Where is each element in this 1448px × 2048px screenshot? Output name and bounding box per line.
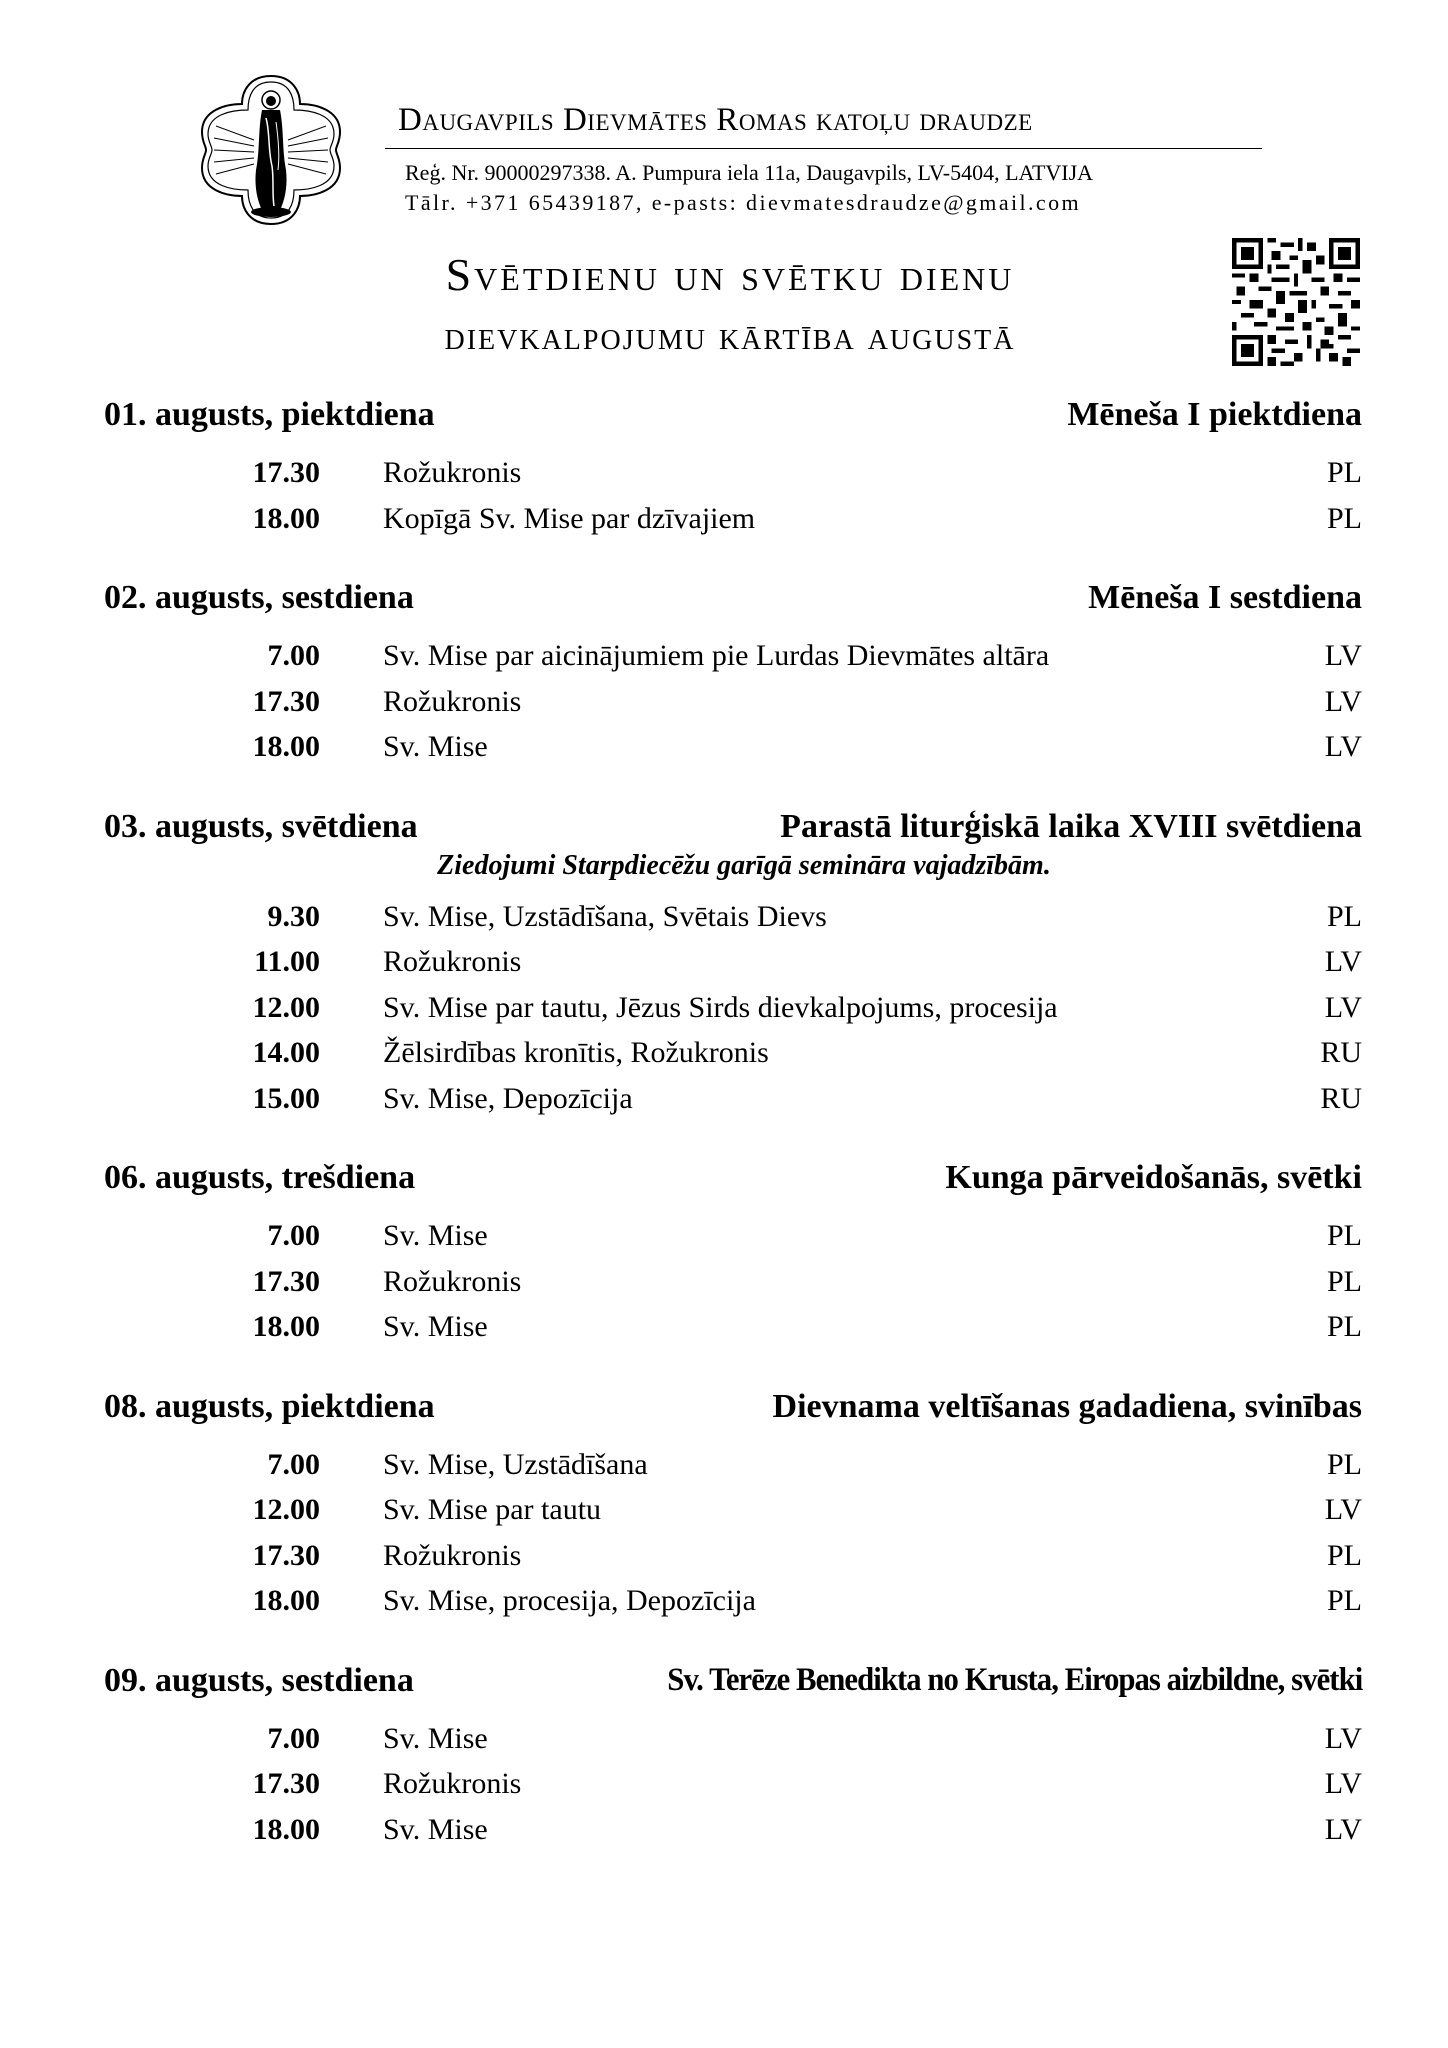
entry-language: PL (1326, 456, 1362, 489)
registration-address: Reģ. Nr. 90000297338. A. Pumpura iela 11a, Daugavpils, LV-5404, LATVIJA (405, 160, 1094, 185)
schedule-entry (0, 1304, 1448, 1350)
entry-description: Sv. Mise (383, 1721, 488, 1755)
day-date: 06. augusts, trešdiena (104, 1159, 416, 1196)
schedule-entry (0, 894, 1448, 940)
schedule-entry (0, 1030, 1448, 1076)
entry-time: 15.00 (252, 1081, 320, 1115)
entry-description: Sv. Mise, Uzstādīšana (383, 1447, 648, 1481)
entry-description: Sv. Mise, Depozīcija (383, 1081, 633, 1115)
entry-description: Rožukronis (383, 1538, 522, 1572)
entry-language: LV (1324, 1812, 1362, 1846)
schedule-entry (0, 1487, 1448, 1533)
entry-time: 7.00 (267, 1219, 320, 1252)
day-feast: Parastā liturģiskā laika XVIII svētdiena (780, 807, 1362, 845)
entry-time: 12.00 (252, 1493, 320, 1526)
service-schedule (0, 392, 1448, 1852)
entry-language: RU (1320, 1036, 1362, 1069)
entry-language: PL (1326, 899, 1362, 933)
day-block (0, 804, 1448, 1156)
entry-description: Sv. Mise (383, 730, 488, 763)
madonna-seal-logo (188, 70, 354, 230)
entry-language: RU (1320, 1081, 1362, 1115)
entry-description: Sv. Mise (383, 1310, 488, 1343)
day-header (104, 1658, 1362, 1708)
entry-language: PL (1326, 1219, 1362, 1252)
day-block (0, 575, 1448, 804)
entry-time: 7.00 (267, 1721, 320, 1755)
day-block (0, 1384, 1448, 1658)
entry-time: 17.30 (252, 456, 320, 489)
entry-description: Rožukronis (383, 684, 522, 718)
day-date: 08. augusts, piektdiena (104, 1387, 435, 1425)
entry-time: 18.00 (252, 1584, 320, 1617)
entry-description: Sv. Mise par tautu (383, 1493, 602, 1526)
day-header (104, 1384, 1362, 1434)
day-header (104, 392, 1362, 442)
schedule-entry (0, 724, 1448, 770)
schedule-entry (0, 985, 1448, 1031)
entry-time: 18.00 (252, 501, 320, 535)
entry-time: 17.30 (252, 684, 320, 718)
entry-description: Sv. Mise par aicinājumiem pie Lurdas Dievmātes altāra (383, 639, 1050, 672)
schedule-entry (0, 1807, 1448, 1853)
entry-description: Rožukronis (383, 945, 522, 978)
schedule-entry (0, 1716, 1448, 1762)
entry-time: 7.00 (267, 1447, 320, 1481)
qr-code (1232, 238, 1360, 366)
parish-name: Daugavpils Dievmātes Romas katoļu draudze (398, 102, 1033, 138)
day-feast: Kunga pārveidošanās, svētki (945, 1159, 1362, 1196)
entry-language: LV (1324, 1493, 1362, 1526)
entry-language: PL (1326, 1264, 1362, 1298)
entry-time: 17.30 (252, 1538, 320, 1572)
schedule-entry (0, 633, 1448, 679)
schedule-entry (0, 1259, 1448, 1305)
entry-time: 7.00 (267, 639, 320, 672)
entry-time: 9.30 (267, 899, 320, 933)
entry-language: LV (1324, 684, 1362, 718)
entry-time: 14.00 (252, 1036, 320, 1069)
entry-description: Žēlsirdības kronītis, Rožukronis (383, 1036, 769, 1069)
day-date: 09. augusts, sestdiena (104, 1661, 414, 1699)
day-feast: Dievnama veltīšanas gadadiena, svinības (772, 1387, 1362, 1425)
schedule-entry (0, 1761, 1448, 1807)
entry-description: Kopīgā Sv. Mise par dzīvajiem (383, 501, 756, 535)
day-block (0, 392, 1448, 575)
schedule-entry (0, 1578, 1448, 1624)
entry-language: LV (1324, 730, 1362, 763)
entry-time: 17.30 (252, 1264, 320, 1298)
day-header (104, 1155, 1362, 1205)
entry-language: LV (1324, 1721, 1362, 1755)
entry-language: PL (1326, 1310, 1362, 1343)
day-feast: Sv. Terēze Benedikta no Krusta, Eiropas aizbildne, svētki (666, 1661, 1362, 1698)
day-header (104, 804, 1362, 854)
entry-description: Sv. Mise (383, 1219, 488, 1252)
day-date: 01. augusts, piektdiena (104, 396, 435, 433)
day-date: 03. augusts, svētdiena (104, 807, 418, 845)
entry-language: PL (1326, 1584, 1362, 1617)
entry-time: 12.00 (252, 990, 320, 1024)
schedule-entry (0, 496, 1448, 542)
document-title-line-1: Svētdienu un svētku dienu (445, 249, 1015, 300)
schedule-entry (0, 1533, 1448, 1579)
entry-language: LV (1324, 945, 1362, 978)
day-feast: Mēneša I piektdiena (1067, 396, 1362, 433)
header-divider (385, 148, 1262, 149)
document-title-line-2: dievkalpojumu kārtība augustā (444, 313, 1016, 358)
entry-description: Sv. Mise, procesija, Depozīcija (383, 1584, 756, 1617)
day-block (0, 1658, 1448, 1853)
entry-time: 18.00 (252, 1310, 320, 1343)
schedule-entry (0, 1076, 1448, 1122)
entry-description: Sv. Mise par tautu, Jēzus Sirds dievkalpojums, procesija (383, 990, 1058, 1024)
entry-description: Rožukronis (383, 1767, 522, 1800)
entry-description: Sv. Mise, Uzstādīšana, Svētais Dievs (383, 899, 827, 933)
entry-language: PL (1326, 1447, 1362, 1481)
entry-description: Rožukronis (383, 1264, 522, 1298)
day-date: 02. augusts, sestdiena (104, 579, 414, 616)
day-note: Ziedojumi Starpdiecēžu garīgā semināra vajadzībām. (437, 849, 1051, 881)
day-block (0, 1155, 1448, 1384)
schedule-entry (0, 1213, 1448, 1259)
schedule-entry (0, 450, 1448, 496)
entry-language: PL (1326, 1538, 1362, 1572)
schedule-entry (0, 679, 1448, 725)
document-header (0, 0, 1448, 390)
day-feast: Mēneša I sestdiena (1088, 579, 1362, 616)
entry-language: LV (1324, 639, 1362, 672)
schedule-entry (0, 1442, 1448, 1488)
entry-description: Rožukronis (383, 456, 522, 489)
entry-time: 11.00 (254, 945, 320, 978)
entry-time: 18.00 (252, 1812, 320, 1846)
contact-info: Tālr. +371 65439187, e-pasts: dievmatesdraudze@gmail.com (405, 190, 1081, 215)
entry-language: LV (1324, 1767, 1362, 1800)
schedule-entry (0, 939, 1448, 985)
entry-time: 18.00 (252, 730, 320, 763)
day-header (104, 575, 1362, 625)
entry-language: PL (1326, 501, 1362, 535)
entry-time: 17.30 (252, 1767, 320, 1800)
entry-description: Sv. Mise (383, 1812, 488, 1846)
entry-language: LV (1324, 990, 1362, 1024)
